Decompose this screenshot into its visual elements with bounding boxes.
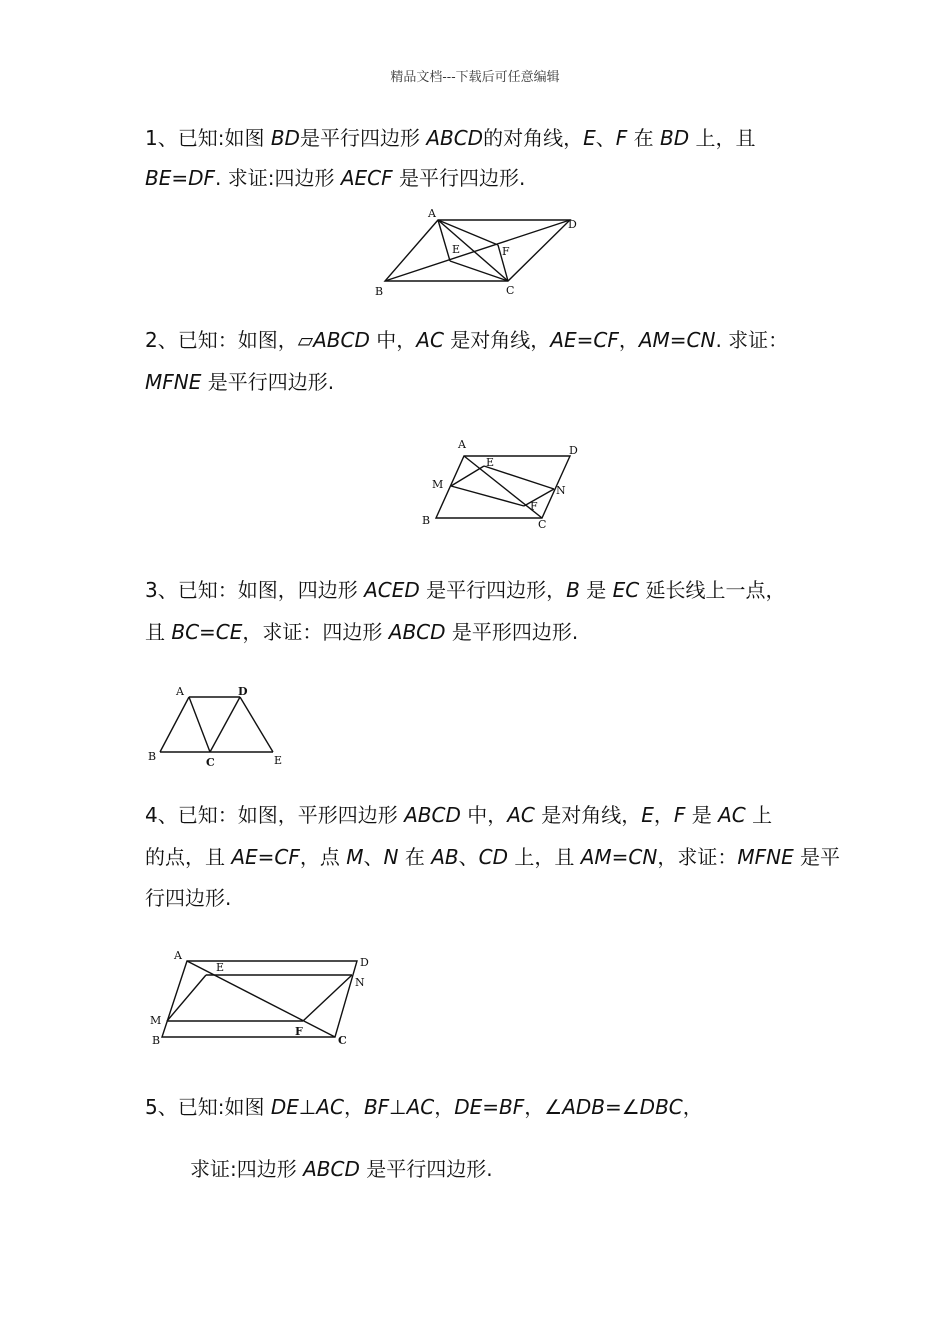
fig2-label-a: A <box>458 438 466 451</box>
fig2-label-n: N <box>556 484 566 497</box>
fig4-label-b: B <box>152 1034 161 1047</box>
problem-2-line-2: MFNE 是平行四边形. <box>145 370 335 394</box>
fig1-label-b: B <box>375 285 384 298</box>
problem-4-line-3: 行四边形. <box>145 886 232 910</box>
fig1-label-c: C <box>506 284 515 297</box>
fig4-label-d: D <box>360 956 369 969</box>
fig1-label-a: A <box>428 207 436 220</box>
fig4-label-c: C <box>338 1034 347 1047</box>
fig4-label-n: N <box>355 976 365 989</box>
problem-1-line-2: BE=DF. 求证:四边形 AECF 是平行四边形. <box>145 166 526 190</box>
fig3-label-c: C <box>206 756 215 769</box>
page-header: 精品文档---下载后可任意编辑 <box>390 70 560 85</box>
figure-3 <box>145 682 295 772</box>
problem-5-line-1: 5、已知:如图 DE⊥AC，BF⊥AC，DE=BF，∠ADB=∠DBC， <box>145 1095 703 1119</box>
fig3-label-a: A <box>176 685 184 698</box>
fig3-label-e: E <box>274 754 283 767</box>
fig4-label-a: A <box>174 949 182 962</box>
problem-1-line-1: 1、已知:如图 BD是平行四边形 ABCD的对角线，E、F 在 BD 上，且 <box>145 126 756 150</box>
problem-3-line-1: 3、已知：如图，四边形 ACED 是平行四边形，B 是 EC 延长线上一点， <box>145 578 786 602</box>
fig3-label-b: B <box>148 750 157 763</box>
fig4-label-e: E <box>216 961 225 974</box>
problem-2-line-1: 2、已知：如图，▱ABCD 中，AC 是对角线，AE=CF，AM=CN. 求证： <box>145 328 789 352</box>
fig4-label-f: F <box>295 1025 303 1038</box>
fig2-label-b: B <box>422 514 431 527</box>
problem-4-line-1: 4、已知：如图，平形四边形 ABCD 中，AC 是对角线，E，F 是 AC 上 <box>145 803 773 827</box>
problem-5-line-2: 求证:四边形 ABCD 是平行四边形. <box>190 1157 493 1181</box>
fig4-label-m: M <box>150 1014 162 1027</box>
problem-4-line-2: 的点，且 AE=CF，点 M、N 在 AB、CD 上，且 AM=CN，求证：MFNE 是平 <box>145 845 841 869</box>
fig2-label-f: F <box>530 500 538 513</box>
fig1-label-e: E <box>452 243 461 256</box>
fig3-label-d: D <box>238 685 248 698</box>
fig1-label-f: F <box>502 245 510 258</box>
fig1-label-d: D <box>568 218 577 231</box>
fig2-label-e: E <box>486 456 495 469</box>
problem-3-line-2: 且 BC=CE，求证：四边形 ABCD 是平形四边形. <box>145 620 579 644</box>
figure-2 <box>420 432 590 532</box>
figure-4 <box>145 946 380 1051</box>
fig2-label-d: D <box>569 444 578 457</box>
fig2-label-m: M <box>432 478 444 491</box>
figure-1 <box>370 205 585 300</box>
fig2-label-c: C <box>538 518 547 531</box>
